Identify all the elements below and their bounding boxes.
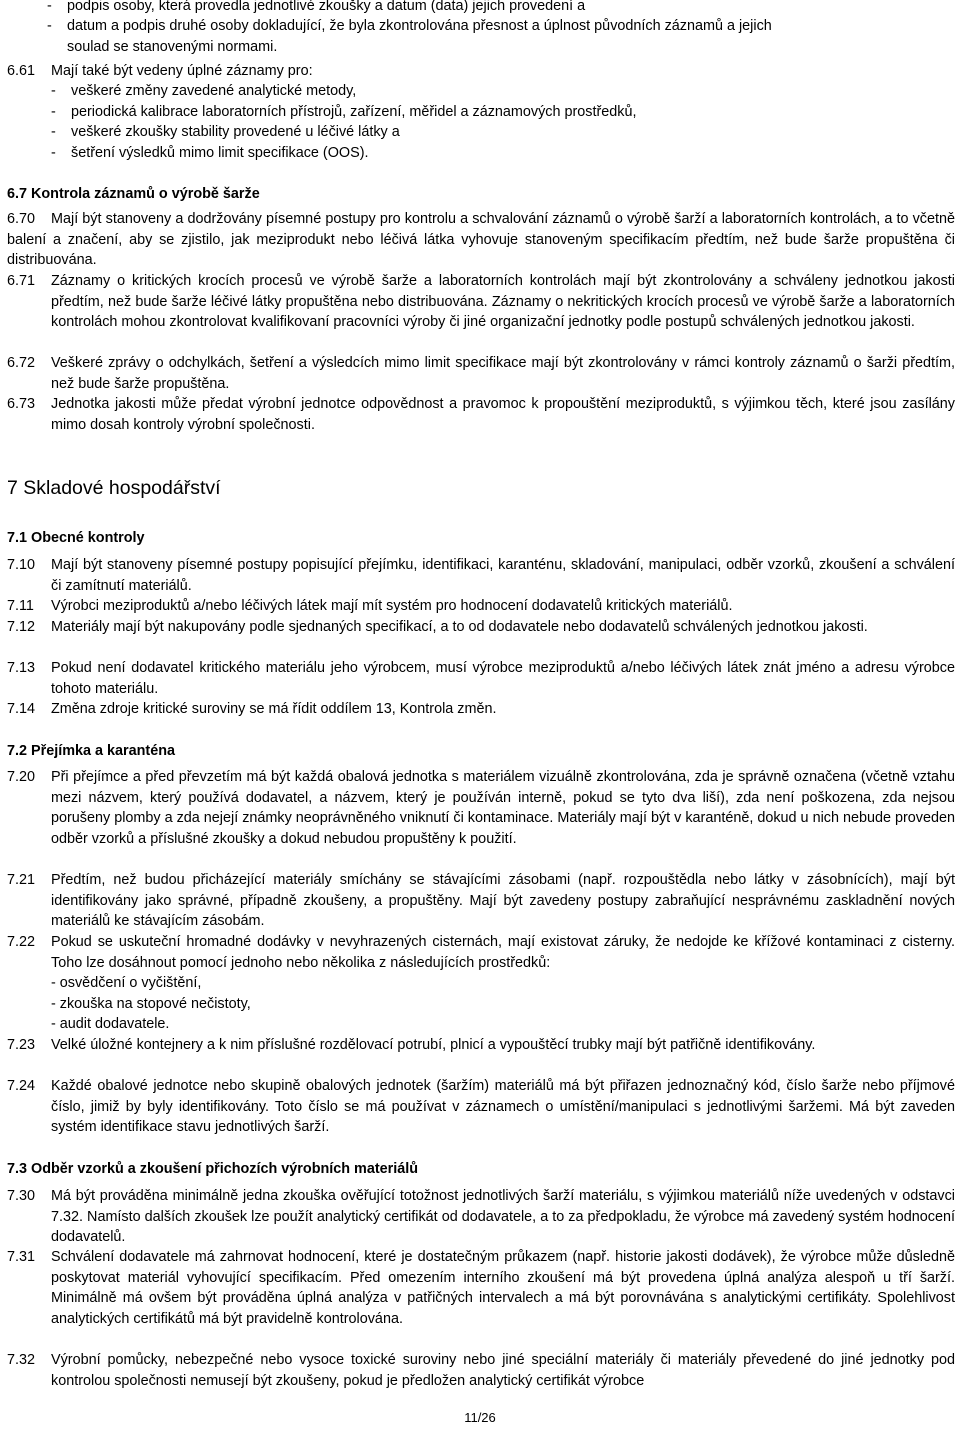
- page-number: 11/26: [464, 1410, 496, 1425]
- paragraph-number: 7.30: [7, 1188, 36, 1204]
- paragraph-number: 6.72: [7, 355, 36, 371]
- list-item: - veškeré změny zavedené analytické metody,: [51, 83, 357, 99]
- list-item: - veškeré zkoušky stability provedené u léčivé látky a: [51, 124, 400, 140]
- paragraph-text: Mají být stanoveny a dodržovány písemné postupy pro kontrolu a schvalování záznamů o výrobě šarží a laboratorních kontrolách, a to včetně balení a značení, aby se zjistilo, jak meziprodukt nebo léčivá látka vyhovuje stanoveným specifikacím předtím, než bude šarže propuštěna či distribuována.: [7, 211, 955, 268]
- list-item: - datum a podpis druhé osoby dokladující, že byla zkontrolována přesnost a úplnost původních záznamů a jejich: [47, 18, 772, 34]
- paragraph-text: Veškeré zprávy o odchylkách, šetření a výsledcích mimo limit specifikace mají být zkontrolovány v rámci kontroly záznamů o šarži předtím, než bude šarže propuštěna.: [51, 355, 955, 392]
- paragraph-text: Změna zdroje kritické suroviny se má řídit oddílem 13, Kontrola změn.: [51, 701, 497, 717]
- list-item: - podpis osoby, která provedla jednotlivé zkoušky a datum (data) jejich provedení a: [47, 0, 586, 14]
- list-item: - zkouška na stopové nečistoty,: [51, 995, 251, 1012]
- list-item: - periodická kalibrace laboratorních přístrojů, zařízení, měřidel a záznamových prostředků,: [51, 104, 637, 120]
- paragraph-number: 7.13: [7, 660, 36, 676]
- paragraph-number: 7.11: [7, 598, 34, 614]
- paragraph-number: 6.61: [7, 63, 36, 79]
- paragraph-number: 7.14: [7, 701, 36, 717]
- paragraph-number: 7.10: [7, 557, 36, 573]
- paragraph-number: 7.24: [7, 1078, 36, 1094]
- paragraph-number: 7.21: [7, 872, 36, 888]
- section-heading: 7.2 Přejímka a karanténa: [7, 743, 175, 759]
- list-item: - šetření výsledků mimo limit specifikace (OOS).: [51, 145, 369, 161]
- paragraph-number: 7.31: [7, 1249, 36, 1265]
- paragraph-number: 6.73: [7, 396, 36, 412]
- list-item: soulad se stanovenými normami.: [67, 39, 278, 55]
- paragraph-text: Záznamy o kritických krocích procesů ve výrobě šarže a laboratorních kontrolách mají být zkontrolovány a schváleny jednotkou jakosti předtím, než bude šarže léčivé látky propuštěna nebo distribuována. Záznamy o nekritických krocích procesů ve výrobě šarže a laboratorních kontrolách mohou zkontrolovat kvalifikovaní pracovníci výroby či jiné organizační jednotky podle postupů schválených jednotkou jakosti.: [51, 273, 955, 330]
- paragraph-text: Materiály mají být nakupovány podle sjednaných specifikací, a to od dodavatele nebo dodavatelů schválených jednotkou jakosti.: [51, 619, 868, 635]
- paragraph-text: Výrobní pomůcky, nebezpečné nebo vysoce toxické suroviny nebo jiné speciální materiály či materiály převedené do jiné jednotky pod kontrolou společnosti nemusejí být zkoušeny, pokud je předložen analytický certifikát výrobce: [51, 1352, 955, 1389]
- section-heading: 7.1 Obecné kontroly: [7, 530, 145, 546]
- section-heading: 7.3 Odběr vzorků a zkoušení přichozích výrobních materiálů: [7, 1161, 419, 1177]
- paragraph-text: Schválení dodavatele má zahrnovat hodnocení, které je dostatečným průkazem (např. historie jakosti dodávek), že výrobce může důsledně poskytovat materiál vyhovující specifikacím. Před omezením interního zkoušení má být provedena úplná analýza alespoň u tří šarží. Minimálně má ovšem být prováděna úplná analýza v patřičných intervalech a má být porovnávána s analytickými certifikáty. Spolehlivost analytických certifikátů má být pravidelně kontrolována.: [51, 1249, 955, 1327]
- section-heading: 6.7 Kontrola záznamů o výrobě šarže: [7, 186, 260, 202]
- paragraph-number: 7.23: [7, 1037, 36, 1053]
- paragraph-intro: Mají také být vedeny úplné záznamy pro:: [51, 63, 313, 79]
- paragraph-text: Každé obalové jednotce nebo skupině obalových jednotek (šaržím) materiálů má být přiřazen jednoznačný kód, číslo šarže nebo příjmové číslo, jimiž by byly identifikovány. Toto číslo se má používat v záznamech o umístění/manipulaci s jednotlivými šaržemi. Má být zaveden systém identifikace stavu jednotlivých šarží.: [51, 1078, 955, 1135]
- paragraph-text: Pokud není dodavatel kritického materiálu jeho výrobcem, musí výrobce meziproduktů a/nebo léčivých látek znát jméno a adresu výrobce tohoto materiálu.: [51, 660, 955, 697]
- paragraph-number: 6.71: [7, 273, 36, 289]
- paragraph-number: 7.32: [7, 1352, 36, 1368]
- paragraph-number: 6.70: [7, 211, 36, 227]
- list-item: - audit dodavatele.: [51, 1016, 170, 1032]
- paragraph-text: Velké úložné kontejnery a k nim příslušné rozdělovací potrubí, plnicí a vypouštěcí trubky mají být patřičně identifikovány.: [51, 1037, 816, 1053]
- paragraph-text: Mají být stanoveny písemné postupy popisující přejímku, identifikaci, karanténu, skladování, manipulaci, odběr vzorků, zkoušení a schválení či zamítnutí materiálů.: [51, 557, 955, 594]
- paragraph-text: Při přejímce a před převzetím má být každá obalová jednotka s materiálem vizuálně zkontrolována, zda je správně označena (včetně vztahu mezi názvem, který používá dodavatel, a názvem, který je používán interně, pokud se tyto dva liší), zda není poškozena, zda nejsou porušeny plomby a zda nejejí známky neoprávněného vniknutí či kontaminace. Materiály mají být v karanténě, dokud u nich nebude proveden odběr vzorků a příslušné zkoušky a dokud nebudou propuštěny k použití.: [51, 769, 955, 847]
- list-item: - osvědčení o vyčištění,: [51, 975, 202, 991]
- chapter-heading: 7 Skladové hospodářství: [7, 477, 221, 499]
- paragraph-number: 7.22: [7, 934, 36, 950]
- paragraph-text: Pokud se uskuteční hromadné dodávky v nevyhrazených cisternách, mají existovat záruky, že nedojde ke křížové kontaminaci z cisterny. Toho lze dosáhnout pomocí jednoho nebo několika z následujících prostředků: - osvědčení o vyčištění, - zkouška na stopové nečistoty, - audit dodavatele.: [51, 932, 955, 1035]
- paragraph-text: Má být prováděna minimálně jedna zkouška ověřující totožnost jednotlivých šarží materiálu, s výjimkou materiálů níže uvedených v odstavci 7.32. Namísto dalších zkoušek lze použít analytický certifikát od dodavatele, a to za předpokladu, že výrobce má zavedený systém hodnocení dodavatelů.: [51, 1188, 955, 1245]
- paragraph-text: Předtím, než budou přicházející materiály smíchány se stávajícími zásobami (např. rozpouštědla nebo látky v zásobnících), mají být identifikovány jako správné, případně zkoušeny, a propuštěny. Mají být zavedeny postupy zabraňující nesprávnému zaskladnění nových materiálů ke stávajícím zásobám.: [51, 872, 955, 929]
- paragraph-text: Jednotka jakosti může předat výrobní jednotce odpovědnost a pravomoc k propouštění meziproduktů, s výjimkou těch, které jsou zasílány mimo dosah kontroly výrobní společnosti.: [51, 396, 955, 433]
- paragraph-number: 7.20: [7, 769, 36, 785]
- paragraph-number: 7.12: [7, 619, 36, 635]
- paragraph-text: Výrobci meziproduktů a/nebo léčivých látek mají mít systém pro hodnocení dodavatelů kritických materiálů.: [51, 598, 733, 614]
